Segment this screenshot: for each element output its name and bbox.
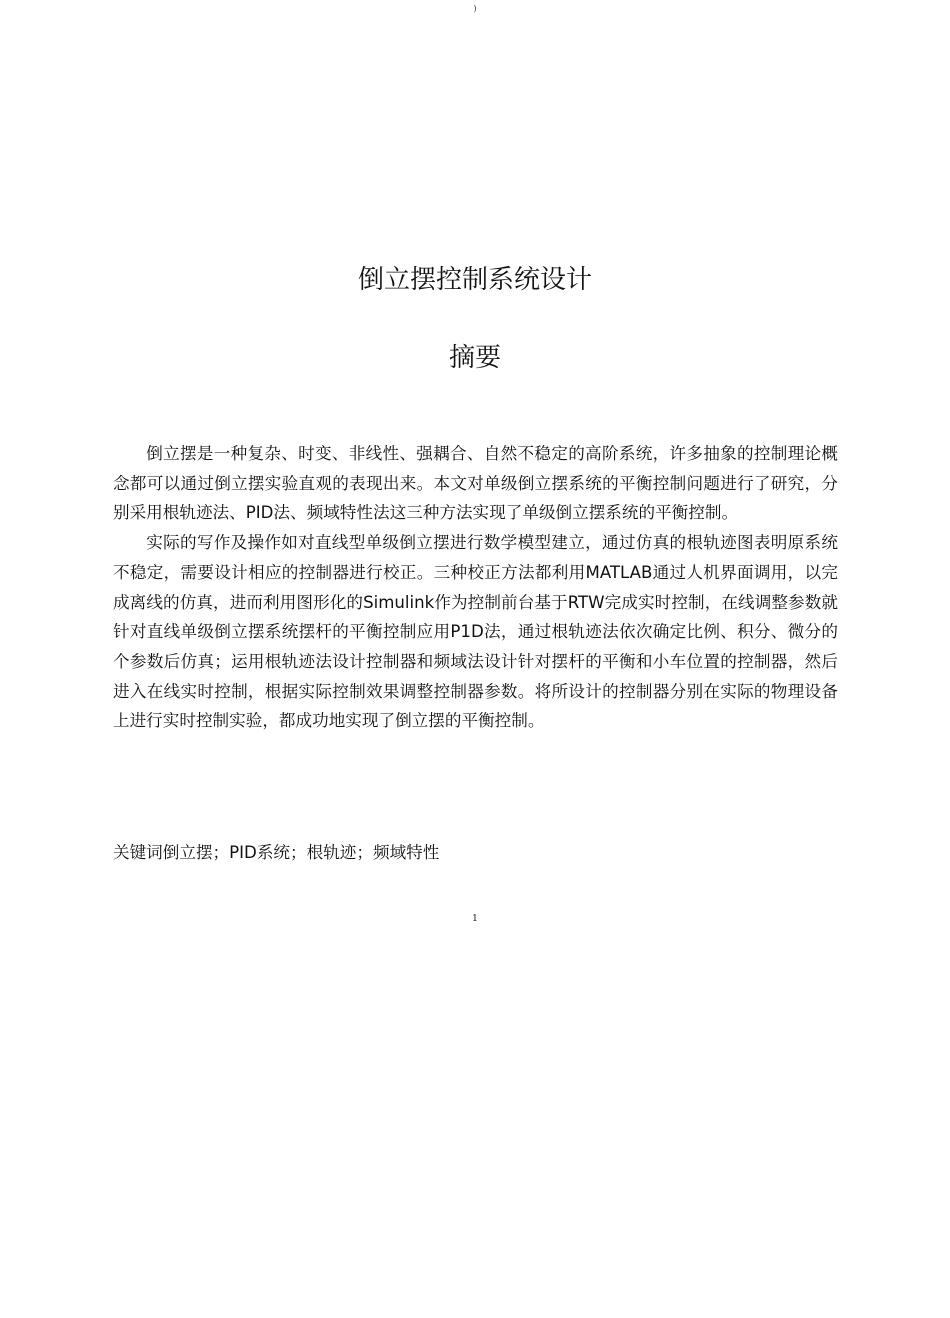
header-mark: ) — [473, 4, 477, 13]
keywords-line: 关键词倒立摆；PID系统；根轨迹；频域特性 — [113, 843, 440, 862]
abstract-heading: 摘要 — [448, 343, 501, 373]
abstract-paragraph-1: 倒立摆是一种复杂、时变、非线性、强耦合、自然不稳定的高阶系统，许多抽象的控制理论概念都可以通过倒立摆实验直观的表现出来。本文对单级倒立摆系统的平衡控制问题进行了研究，分别采用根轨迹法、PID法、频域特性法这三种方法实现了单级倒立摆系统的平衡控制。 — [113, 444, 838, 523]
abstract-body — [113, 439, 838, 736]
document-title: 倒立摆控制系统设计 — [357, 265, 592, 295]
abstract-paragraph-2: 实际的写作及操作如对直线型单级倒立摆进行数学模型建立，通过仿真的根轨迹图表明原系统不稳定，需要设计相应的控制器进行校正。三种校正方法都利用MATLAB通过人机界面调用，以完成离线的仿真，进而利用图形化的Simulink作为控制前台基于RTW完成实时控制，在线调整参数就针对直线单级倒立摆系统摆杆的平衡控制应用P1D法，通过根轨迹法依次确定比例、积分、微分的个参数后仿真；运用根轨迹法设计控制器和频域法设计针对摆杆的平衡和小车位置的控制器，然后进入在线实时控制，根据实际控制效果调整控制器参数。将所设计的控制器分别在实际的物理设备上进行实时控制实验，都成功地实现了倒立摆的平衡控制。 — [113, 533, 838, 731]
page-number: 1 — [472, 914, 478, 924]
